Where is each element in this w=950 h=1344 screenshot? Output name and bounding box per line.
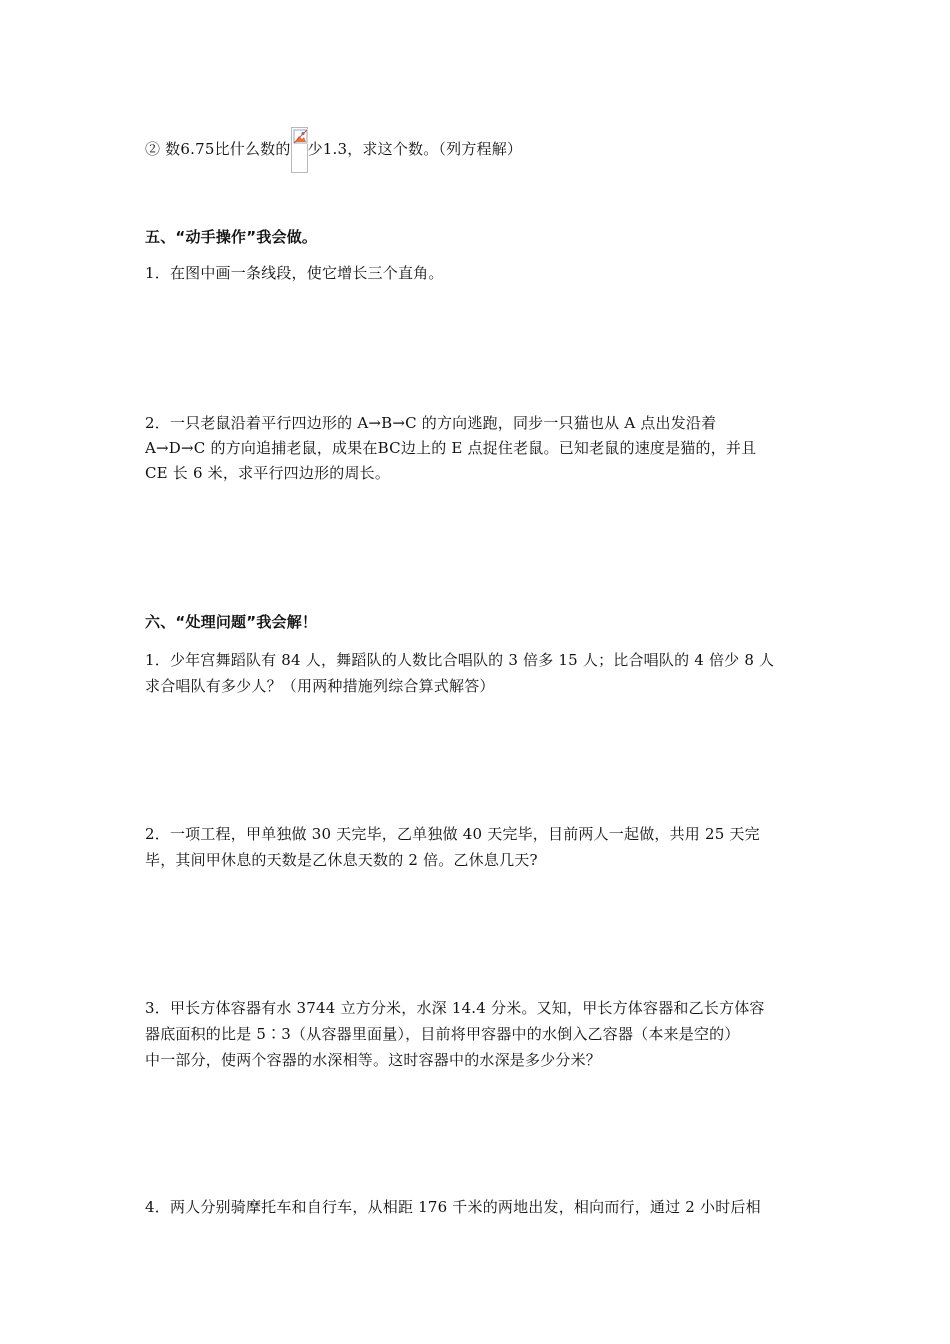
section-6-item-1-line-2: 求合唱队有多少人？（用两种措施列综合算式解答） — [145, 677, 495, 695]
section-5-item-2-line-3: CE 长 6 米，求平行四边形的周长。 — [145, 464, 391, 482]
section-6-item-3-line-3: 中一部分，使两个容器的水深相等。这时容器中的水深是多少分米？ — [145, 1051, 602, 1069]
question-2-line — [145, 139, 522, 173]
section-5-item-1: 1．在图中画一条线段，使它增长三个直角。 — [145, 264, 444, 282]
section-6-title: 六、“处理问题”我会解！ — [145, 613, 318, 631]
section-5-item-2-line-2: A→D→C 的方向追捕老鼠，成果在BC边上的 E 点捉住老鼠。已知老鼠的速度是猫的，并且 — [145, 439, 757, 457]
section-5-item-2-line-1: 2．一只老鼠沿着平行四边形的 A→B→C 的方向逃跑，同步一只猫也从 A 点出发沿着 — [145, 414, 717, 432]
section-6-item-3-line-2: 器底面积的比是 5∶3（从容器里面量），目前将甲容器中的水倒入乙容器（本来是空的） — [145, 1025, 740, 1043]
section-5-title: 五、“动手操作”我会做。 — [145, 228, 318, 246]
section-6-item-2-line-1: 2．一项工程，甲单独做 30 天完毕，乙单独做 40 天完毕，目前两人一起做，共用 25 天完 — [145, 825, 760, 843]
question-2-prefix: ② 数6.75比什么数的 — [145, 140, 291, 158]
section-6-item-3-line-1: 3．甲长方体容器有水 3744 立方分米，水深 14.4 分米。又知，甲长方体容器和乙长方体容 — [145, 999, 765, 1017]
section-6-item-2-line-2: 毕，其间甲休息的天数是乙休息天数的 2 倍。乙休息几天? — [145, 851, 538, 869]
question-2-suffix: 少1.3，求这个数。（列方程解） — [307, 140, 523, 158]
section-6-item-1-line-1: 1．少年宫舞蹈队有 84 人，舞蹈队的人数比合唱队的 3 倍多 15 人；比合唱队的 4 倍少 8 人 — [145, 651, 775, 669]
broken-image-icon — [291, 127, 308, 173]
section-6-item-4-line-1: 4．两人分别骑摩托车和自行车，从相距 176 千米的两地出发，相向而行，通过 2 小时后相 — [145, 1198, 761, 1216]
